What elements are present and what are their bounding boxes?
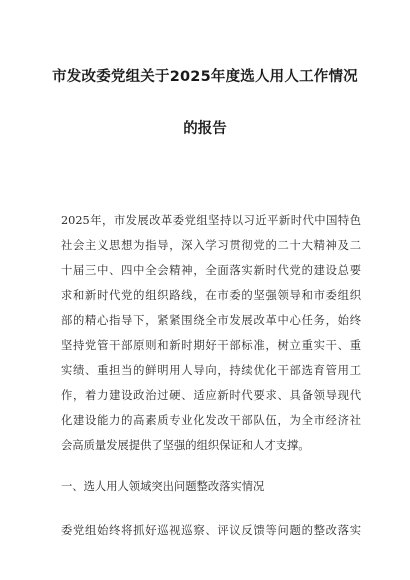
paragraph-line: 作，着力建设政治过硬、适应新时代要求、具备领导现代 bbox=[61, 389, 361, 402]
section-heading: 一、选人用人领域突出问题整改落实情况 bbox=[61, 480, 265, 493]
paragraph-line: 求和新时代党的组织路线，在市委的坚强领导和市委组织 bbox=[61, 289, 361, 302]
document-title-continuation: 的报告 bbox=[183, 121, 227, 137]
paragraph-line: 化建设能力的高素质专业化发改干部队伍，为全市经济社 bbox=[61, 414, 361, 427]
paragraph-line: 坚持党管干部原则和新时期好干部标准，树立重实干、重 bbox=[61, 339, 361, 352]
paragraph-line: 部的精心指导下，紧紧围绕全市发展改革中心任务，始终 bbox=[61, 314, 361, 327]
paragraph-line: 2025年，市发展改革委党组坚持以习近平新时代中国特色 bbox=[61, 214, 361, 227]
paragraph-line: 十届三中、四中全会精神，全面落实新时代党的建设总要 bbox=[61, 264, 361, 277]
paragraph-line: 实绩、重担当的鲜明用人导向，持续优化干部选育管用工 bbox=[61, 364, 361, 377]
paragraph-line: 委党组始终将抓好巡视巡察、评议反馈等问题的整改落实 bbox=[61, 524, 361, 537]
paragraph-line: 会高质量发展提供了坚强的组织保证和人才支撑。 bbox=[61, 439, 310, 452]
document-title: 市发改委党组关于2025年度选人用人工作情况 bbox=[52, 69, 358, 85]
paragraph-line: 社会主义思想为指导，深入学习贯彻党的二十大精神及二 bbox=[61, 239, 361, 252]
